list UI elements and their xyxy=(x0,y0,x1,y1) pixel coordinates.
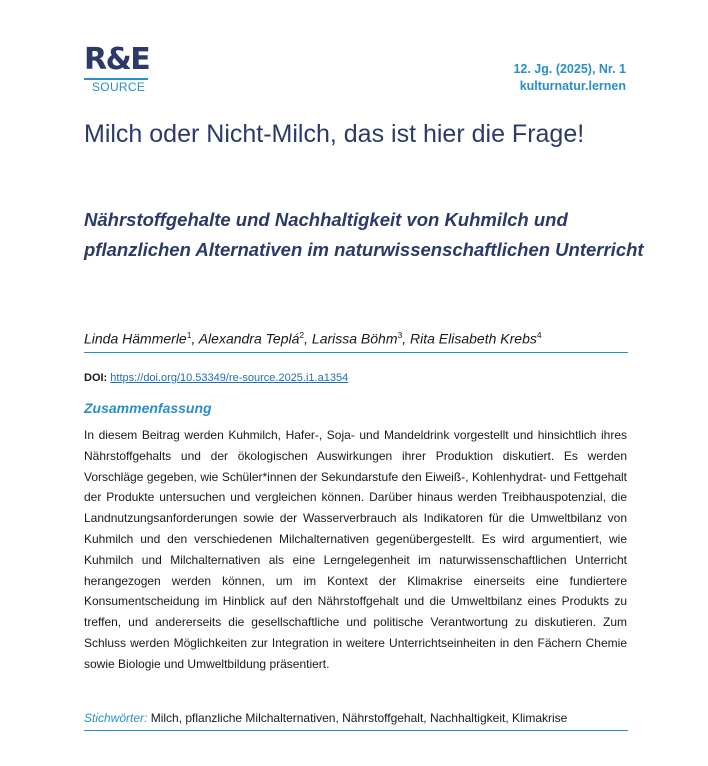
article-title: Milch oder Nicht-Milch, das ist hier die Frage! xyxy=(84,120,585,148)
journal-issue: 12. Jg. (2025), Nr. 1 xyxy=(513,62,626,76)
author-name: Rita Elisabeth Krebs xyxy=(410,330,537,347)
author-name: Alexandra Teplá xyxy=(198,330,300,347)
abstract-text: In diesem Beitrag werden Kuhmilch, Hafer-, Soja- und Mandeldrink vorgestellt und hinsichtlich ihres Nährstoffgehalts und der ökologischen Auswirkungen ihrer Produktion diskutiert. Es werden Vorschläge gegeben, wie Schüler*innen der Sekundarstufe den Eiweiß-, Kohlenhydrat- und Fettgehalt der Produkte untersuchen und vergleichen können. Darüber hinaus werden Treibhauspotenzial, die Landnutzungsanforderungen sowie der Wasserverbrauch als Indikatoren für die Umweltbilanz von Kuhmilch und den verschiedenen Milchalternativen gegenübergestellt. Es wird argumentiert, wie Kuhmilch und Milchalternativen als eine Lerngelegenheit im naturwissenschaftlichen Unterricht herangezogen werden können, um im Kontext der Klimakrise einerseits eine fundiertere Konsumentscheidung im Hinblick auf den Nährstoffgehalt und die Umweltbilanz eines Produkts zu treffen, und andererseits die gesellschaftliche und politische Verantwortung zu diskutieren. Zum Schluss werden Möglichkeiten zur Integration in weitere Unterrichtseinheiten in den Fächern Chemie sowie Biologie und Umweltbildung präsentiert. xyxy=(84,428,627,671)
logo-wordmark: R&E xyxy=(84,42,150,77)
journal-logo xyxy=(84,44,154,94)
keywords-text: Milch, pflanzliche Milchalternativen, Nährstoffgehalt, Nachhaltigkeit, Klimakrise xyxy=(150,711,568,725)
author-affiliation: 4 xyxy=(536,330,542,340)
article-subtitle: Nährstoffgehalte und Nachhaltigkeit von Kuhmilch und pflanzlichen Alternativen im naturwissenschaftlichen Unterricht xyxy=(84,209,644,260)
author-affiliation: 1 xyxy=(186,330,192,340)
author-list: Linda Hämmerle$^1$, Alexandra Teplá$^2$, Larissa Böhm$^3$, Rita Elisabeth Krebs$^4$ xyxy=(84,325,628,353)
keywords-line xyxy=(84,709,628,731)
keywords-label: Stichwörter: xyxy=(84,711,148,725)
author-name: Larissa Böhm xyxy=(311,330,398,347)
author-name: Linda Hämmerle xyxy=(84,330,187,347)
doi-line xyxy=(84,371,348,385)
doi-link[interactable]: https://doi.org/10.53349/re-source.2025.i1.a1354 xyxy=(110,372,349,384)
journal-site: kulturnatur.lernen xyxy=(519,79,626,93)
journal-info xyxy=(513,61,626,95)
doi-label: DOI: xyxy=(84,372,108,384)
abstract-heading: Zusammenfassung xyxy=(84,400,212,416)
author-affiliation: 3 xyxy=(397,330,403,340)
logo-subtitle: SOURCE xyxy=(92,80,146,94)
author-affiliation: 2 xyxy=(299,330,305,340)
